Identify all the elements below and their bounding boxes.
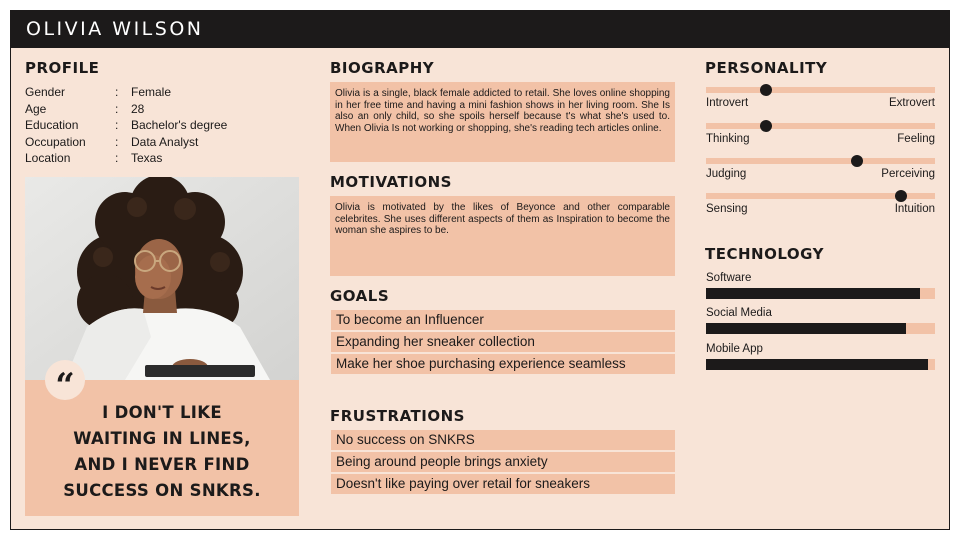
profile-value: Female xyxy=(131,85,172,100)
slider-right-label: Perceiving xyxy=(881,168,935,180)
biography-text: Olivia is a single, black female addicted to retail. She loves online shopping in her free time and having a mini fashion shows in her living room. She Is also an only child, so she spoils herself because t's what she's used to. When Olivia Is not working or shopping, she's reading tech articles online. xyxy=(330,82,675,162)
profile-value: Data Analyst xyxy=(131,134,199,149)
goal-item: To become an Influencer xyxy=(331,310,675,330)
technology-software xyxy=(706,272,935,299)
profile-row-occupation xyxy=(25,134,281,151)
quote-line: SUCCESS ON SNKRS. xyxy=(63,481,261,500)
tech-level-fill xyxy=(706,288,920,299)
profile-separator: : xyxy=(115,151,119,166)
goals-title: GOALS xyxy=(330,287,390,305)
profile-separator: : xyxy=(115,134,119,149)
slider-right-label: Feeling xyxy=(897,133,935,145)
profile-row-age xyxy=(25,101,281,118)
profile-value: Texas xyxy=(131,151,163,166)
slider-track xyxy=(706,158,935,164)
slider-labels xyxy=(706,133,935,145)
slider-right-label: Intuition xyxy=(894,203,935,215)
profile-row-gender xyxy=(25,84,281,101)
profile-key: Education xyxy=(25,118,79,133)
profile-row-education xyxy=(25,117,281,134)
profile-row-location xyxy=(25,150,281,167)
motivations-text: Olivia is motivated by the likes of Beyonce and other comparable celebrites. She uses different aspects of them as Inspiration to become the woman she aspires to be. xyxy=(330,196,675,276)
tech-track xyxy=(706,359,935,370)
quote-line: I DON'T LIKE xyxy=(102,403,222,422)
persona-photo xyxy=(25,177,299,380)
goal-item: Make her shoe purchasing experience seamless xyxy=(331,354,675,374)
frustrations-title: FRUSTRATIONS xyxy=(330,407,465,425)
tech-level-fill xyxy=(706,323,906,334)
quote-text xyxy=(63,400,261,504)
technology-mobile-app xyxy=(706,343,935,370)
quote-line: WAITING IN LINES, xyxy=(73,429,251,448)
slider-marker xyxy=(760,120,772,132)
frustrations-list xyxy=(331,430,675,496)
tech-track xyxy=(706,323,935,334)
slider-labels xyxy=(706,203,935,215)
slider-track xyxy=(706,123,935,129)
goal-item: Expanding her sneaker collection xyxy=(331,332,675,352)
personality-title: PERSONALITY xyxy=(705,59,828,77)
frustration-item: Being around people brings anxiety xyxy=(331,452,675,472)
tech-label: Mobile App xyxy=(706,343,763,355)
profile-value: Bachelor's degree xyxy=(131,118,228,133)
slider-left-label: Sensing xyxy=(706,203,748,215)
tech-level-fill xyxy=(706,359,928,370)
profile-separator: : xyxy=(115,118,119,133)
technology-social-media xyxy=(706,307,935,334)
persona-page xyxy=(10,10,950,530)
quote-line: AND I NEVER FIND xyxy=(74,455,250,474)
slider-marker xyxy=(895,190,907,202)
slider-left-label: Thinking xyxy=(706,133,750,145)
profile-separator: : xyxy=(115,85,119,100)
goals-list xyxy=(331,310,675,376)
profile-key: Occupation xyxy=(25,134,86,149)
tech-label: Social Media xyxy=(706,307,772,319)
frustration-item: No success on SNKRS xyxy=(331,430,675,450)
profile-separator: : xyxy=(115,101,119,116)
slider-left-label: Judging xyxy=(706,168,747,180)
tech-label: Software xyxy=(706,272,752,284)
slider-marker xyxy=(851,155,863,167)
technology-title: TECHNOLOGY xyxy=(705,245,824,263)
slider-left-label: Introvert xyxy=(706,97,749,109)
persona-name-header: OLIVIA WILSON xyxy=(11,11,949,48)
profile-key: Age xyxy=(25,101,47,116)
slider-right-label: Extrovert xyxy=(888,97,935,109)
slider-labels xyxy=(706,97,935,109)
slider-track xyxy=(706,87,935,93)
frustration-item: Doesn't like paying over retail for sneakers xyxy=(331,474,675,494)
slider-marker xyxy=(760,84,772,96)
biography-title: BIOGRAPHY xyxy=(330,59,435,77)
motivations-title: MOTIVATIONS xyxy=(330,173,452,191)
quote-mark-icon: “ xyxy=(45,360,85,400)
profile-key: Gender xyxy=(25,85,66,100)
profile-table xyxy=(25,84,281,167)
profile-title: PROFILE xyxy=(25,59,100,77)
tech-track xyxy=(706,288,935,299)
profile-value: 28 xyxy=(131,101,145,116)
slider-labels xyxy=(706,168,935,180)
profile-key: Location xyxy=(25,151,71,166)
